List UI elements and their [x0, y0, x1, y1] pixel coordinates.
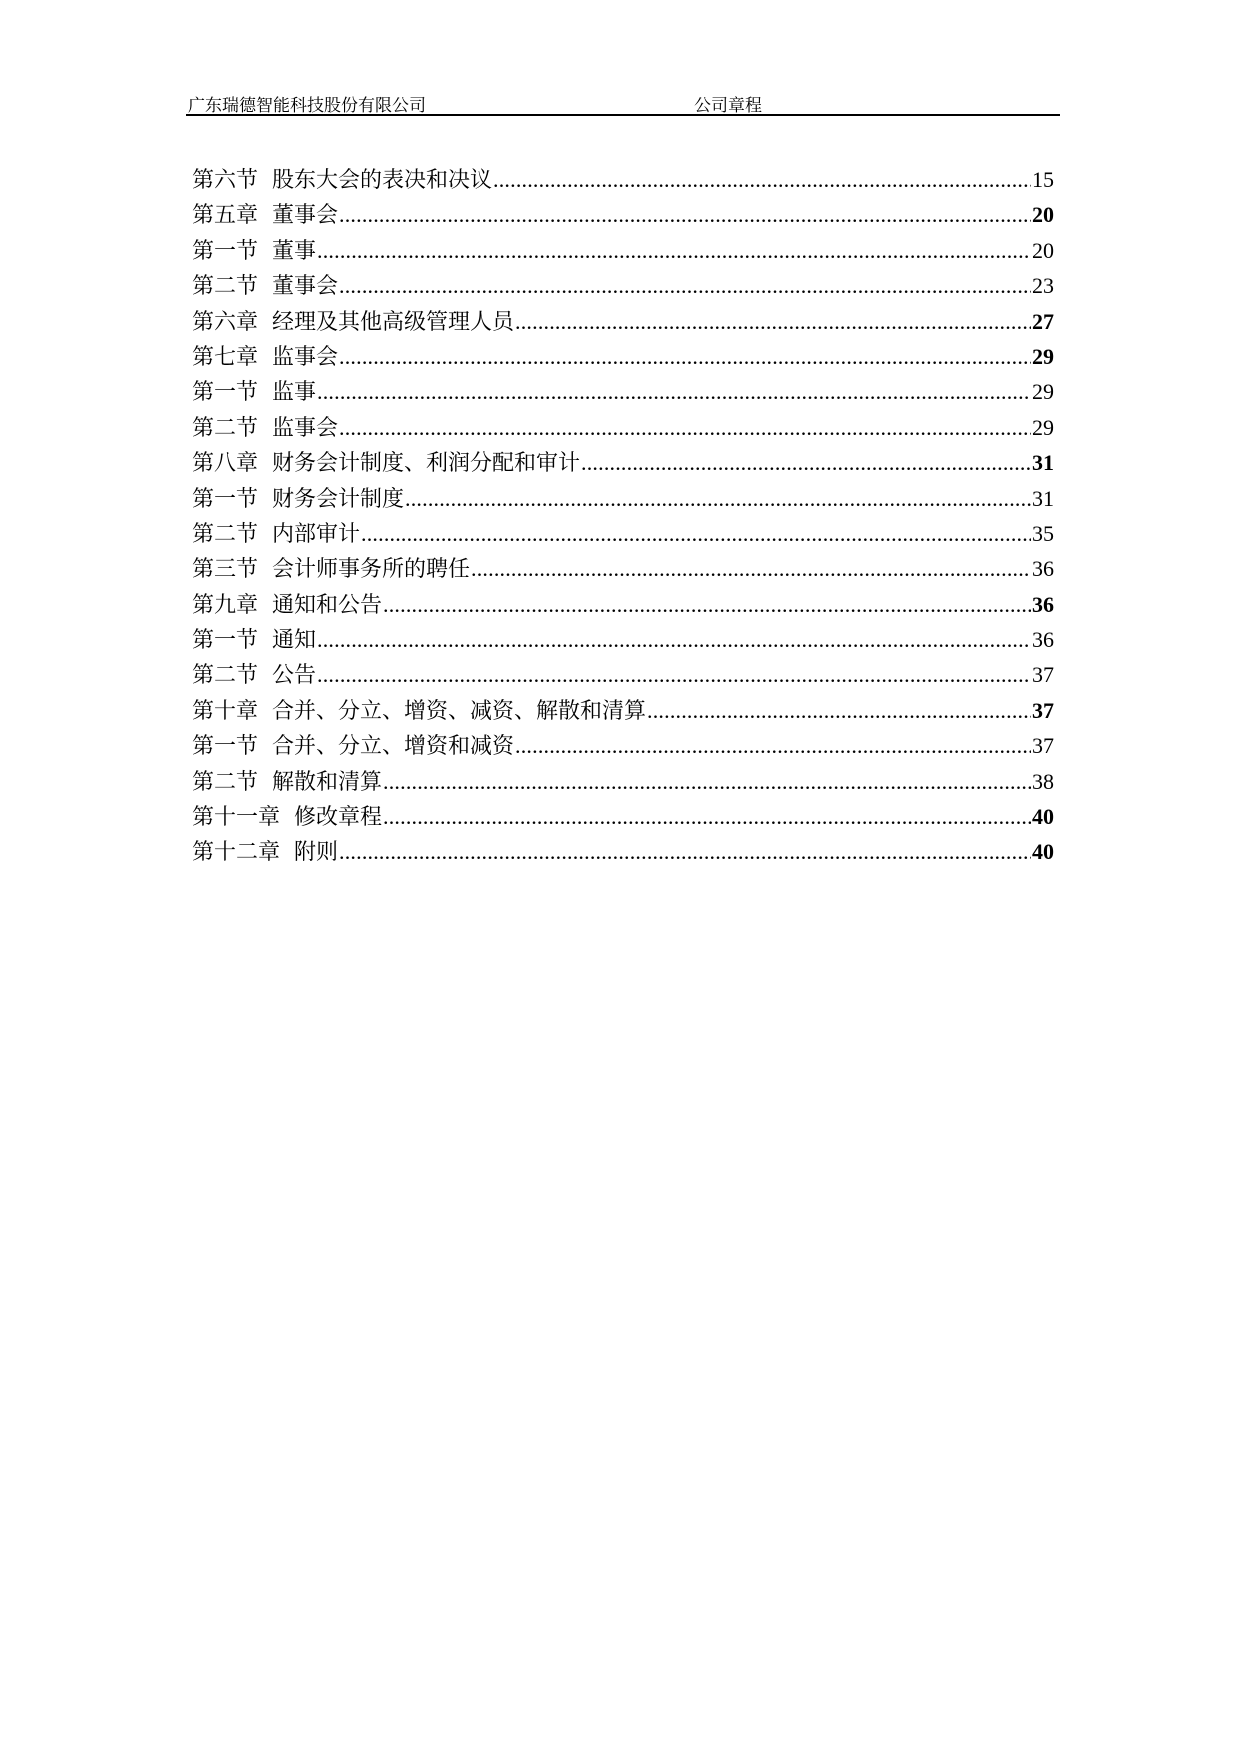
toc-entry-title: 附则	[294, 840, 339, 866]
toc-entry-title: 合并、分立、增资和减资	[272, 734, 515, 760]
toc-entry-number: 第一节	[192, 238, 259, 264]
toc-entry-number: 第一节	[192, 628, 259, 654]
dot-leader	[383, 587, 1031, 622]
toc-chapter-entry[interactable]	[192, 587, 1054, 622]
toc-entry-label	[192, 588, 382, 623]
dot-leader	[339, 410, 1031, 445]
toc-page-number: 27	[1032, 308, 1054, 334]
toc-entry-number: 第十章	[192, 698, 259, 724]
toc-entry-title: 通知	[272, 628, 317, 654]
toc-chapter-entry[interactable]	[192, 197, 1054, 232]
toc-chapter-entry[interactable]	[192, 834, 1054, 869]
toc-page-number: 36	[1032, 591, 1054, 617]
toc-entry-title: 通知和公告	[272, 592, 383, 618]
toc-entry-label	[192, 163, 492, 198]
toc-entry-label	[192, 305, 514, 340]
dot-leader	[647, 693, 1031, 728]
toc-section-entry[interactable]	[192, 622, 1054, 657]
toc-section-entry[interactable]	[192, 551, 1054, 586]
toc-entry-title: 股东大会的表决和决议	[272, 168, 493, 193]
toc-entry-label	[192, 765, 382, 800]
toc-entry-number: 第二节	[192, 521, 259, 547]
dot-leader	[339, 834, 1031, 869]
toc-section-entry[interactable]	[192, 374, 1054, 409]
dot-leader	[383, 764, 1031, 799]
toc-chapter-entry[interactable]	[192, 693, 1054, 728]
toc-entry-number: 第一节	[192, 380, 259, 406]
toc-section-entry[interactable]	[192, 410, 1054, 445]
toc-entry-title: 财务会计制度、利润分配和审计	[272, 451, 581, 477]
toc-entry-number: 第九章	[192, 592, 259, 618]
dot-leader	[515, 728, 1031, 763]
dot-leader	[317, 622, 1031, 657]
dot-leader	[317, 233, 1031, 268]
toc-page-number: 37	[1032, 733, 1054, 759]
toc-entry-label	[192, 623, 316, 658]
toc-page-number: 29	[1032, 343, 1054, 369]
toc-entry-label	[192, 729, 514, 764]
toc-entry-label	[192, 658, 316, 693]
toc-entry-title: 董事会	[272, 203, 339, 229]
toc-page-number: 35	[1032, 520, 1054, 546]
toc-entry-label	[192, 198, 338, 233]
toc-page-number: 29	[1032, 414, 1054, 440]
toc-entry-title: 监事	[272, 380, 317, 406]
dot-leader	[361, 516, 1031, 551]
dot-leader	[493, 162, 1031, 197]
dot-leader	[471, 551, 1031, 586]
toc-entry-title: 修改章程	[294, 805, 383, 831]
toc-entry-label	[192, 375, 316, 410]
toc-chapter-entry[interactable]	[192, 304, 1054, 339]
dot-leader	[515, 304, 1031, 339]
toc-entry-title: 合并、分立、增资、减资、解散和清算	[272, 698, 647, 724]
dot-leader	[317, 657, 1031, 692]
toc-section-entry[interactable]	[192, 728, 1054, 763]
dot-leader	[405, 481, 1031, 516]
toc-section-entry[interactable]	[192, 233, 1054, 268]
dot-leader	[383, 799, 1031, 834]
toc-page-number: 31	[1032, 485, 1054, 511]
toc-entry-number: 第十二章	[192, 840, 281, 866]
toc-entry-title: 会计师事务所的聘任	[272, 557, 471, 583]
toc-page-number: 31	[1032, 450, 1054, 476]
toc-entry-number: 第一节	[192, 734, 259, 760]
toc-entry-number: 第二节	[192, 274, 259, 300]
dot-leader	[339, 268, 1031, 303]
toc-entry-title: 经理及其他高级管理人员	[272, 309, 515, 335]
dot-leader	[339, 197, 1031, 232]
toc-section-entry[interactable]	[192, 764, 1054, 799]
toc-entry-title: 解散和清算	[272, 769, 383, 795]
toc-entry-number: 第五章	[192, 203, 259, 229]
toc-entry-title: 董事会	[272, 274, 339, 300]
dot-leader	[317, 374, 1031, 409]
toc-entry-title: 监事会	[272, 344, 339, 370]
toc-page-number: 20	[1032, 202, 1054, 228]
table-of-contents	[192, 162, 1054, 870]
toc-entry-title: 内部审计	[272, 521, 361, 547]
toc-page-number: 20	[1032, 237, 1054, 263]
toc-entry-number: 第十一章	[192, 805, 281, 831]
toc-chapter-entry[interactable]	[192, 799, 1054, 834]
toc-entry-title: 财务会计制度	[272, 486, 405, 512]
toc-page-number: 36	[1032, 556, 1054, 582]
toc-section-entry[interactable]	[192, 268, 1054, 303]
toc-entry-label	[192, 340, 338, 375]
toc-page-number: 40	[1032, 839, 1054, 865]
toc-entry-number: 第三节	[192, 557, 259, 583]
toc-section-entry[interactable]	[192, 162, 1054, 197]
toc-entry-number: 第七章	[192, 344, 259, 370]
toc-page-number: 40	[1032, 804, 1054, 830]
toc-entry-label	[192, 517, 360, 552]
toc-entry-label	[192, 446, 580, 481]
toc-entry-title: 董事	[272, 238, 317, 264]
toc-page-number: 36	[1032, 627, 1054, 653]
toc-page-number: 38	[1032, 768, 1054, 794]
company-name: 广东瑞德智能科技股份有限公司	[188, 96, 426, 116]
toc-section-entry[interactable]	[192, 657, 1054, 692]
toc-entry-number: 第二节	[192, 415, 259, 441]
toc-entry-label	[192, 835, 338, 870]
toc-chapter-entry[interactable]	[192, 445, 1054, 480]
toc-entry-title: 监事会	[272, 415, 339, 441]
document-title: 公司章程	[694, 96, 762, 116]
toc-entry-number: 第二节	[192, 769, 259, 795]
toc-entry-number: 第一节	[192, 486, 259, 512]
toc-page-number: 29	[1032, 379, 1054, 405]
toc-page-number: 37	[1032, 697, 1054, 723]
toc-page-number: 23	[1032, 273, 1054, 299]
toc-page-number: 37	[1032, 662, 1054, 688]
toc-entry-label	[192, 269, 338, 304]
toc-entry-title: 公告	[272, 663, 317, 689]
toc-chapter-entry[interactable]	[192, 339, 1054, 374]
toc-entry-number: 第八章	[192, 451, 259, 477]
toc-entry-label	[192, 694, 646, 729]
page-header	[186, 86, 1060, 116]
toc-entry-label	[192, 411, 338, 446]
dot-leader	[339, 339, 1031, 374]
toc-page-number: 15	[1032, 167, 1054, 192]
toc-section-entry[interactable]	[192, 516, 1054, 551]
toc-entry-label	[192, 234, 316, 269]
toc-entry-label	[192, 482, 404, 517]
dot-leader	[581, 445, 1031, 480]
toc-entry-number: 第六章	[192, 309, 259, 335]
toc-entry-label	[192, 800, 382, 835]
toc-entry-label	[192, 552, 470, 587]
toc-entry-number: 第二节	[192, 663, 259, 689]
toc-section-entry[interactable]	[192, 481, 1054, 516]
toc-entry-number: 第六节	[192, 168, 259, 193]
